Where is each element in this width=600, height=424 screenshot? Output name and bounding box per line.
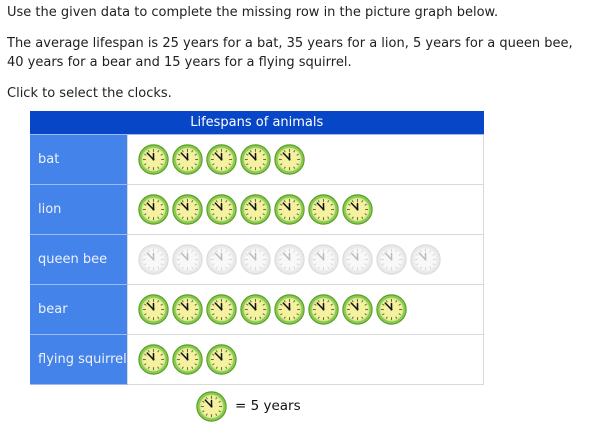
graph-row	[30, 234, 484, 284]
clock-placeholder-icon[interactable]	[376, 244, 407, 275]
row-label: queen bee	[30, 234, 128, 284]
row-clocks	[128, 134, 484, 184]
clock-icon	[308, 294, 339, 325]
instruction-text: Use the given data to complete the missing row in the picture graph below.	[7, 5, 499, 20]
clock-icon	[172, 344, 203, 375]
clock-icon	[308, 194, 339, 225]
clock-icon	[376, 294, 407, 325]
clock-icon	[138, 344, 169, 375]
clock-placeholder-icon[interactable]	[410, 244, 441, 275]
graph-row	[30, 284, 484, 334]
clock-icon	[274, 144, 305, 175]
row-label: bear	[30, 284, 128, 334]
row-clocks	[128, 284, 484, 334]
picture-graph-table	[30, 111, 484, 385]
clock-icon	[342, 294, 373, 325]
clock-placeholder-icon[interactable]	[342, 244, 373, 275]
clock-placeholder-icon[interactable]	[172, 244, 203, 275]
legend-text: = 5 years	[235, 398, 301, 415]
graph-row	[30, 334, 484, 384]
clock-icon	[342, 194, 373, 225]
row-label: bat	[30, 134, 128, 184]
clock-icon	[206, 344, 237, 375]
graph-title: Lifespans of animals	[30, 111, 484, 135]
prompt-text: Click to select the clocks.	[7, 86, 172, 102]
clock-icon	[240, 194, 271, 225]
clock-icon	[274, 194, 305, 225]
clock-icon	[240, 144, 271, 175]
clock-icon	[172, 194, 203, 225]
row-clocks	[128, 334, 484, 384]
row-label: lion	[30, 184, 128, 234]
clock-icon	[240, 294, 271, 325]
clock-icon	[138, 194, 169, 225]
clock-icon	[206, 294, 237, 325]
clock-placeholder-icon[interactable]	[138, 244, 169, 275]
clock-icon	[172, 144, 203, 175]
legend-clock-icon	[196, 391, 227, 422]
clock-placeholder-icon[interactable]	[206, 244, 237, 275]
clock-icon	[138, 144, 169, 175]
row-clocks	[128, 184, 484, 234]
clock-icon	[206, 194, 237, 225]
clock-icon	[172, 294, 203, 325]
clock-icon	[206, 144, 237, 175]
legend	[196, 391, 593, 422]
clock-placeholder-icon[interactable]	[274, 244, 305, 275]
clock-icon	[274, 294, 305, 325]
graph-title-row	[30, 111, 484, 135]
graph-row	[30, 134, 484, 184]
graph-row	[30, 184, 484, 234]
row-clocks	[128, 234, 484, 284]
clock-placeholder-icon[interactable]	[240, 244, 271, 275]
clock-placeholder-icon[interactable]	[308, 244, 339, 275]
graph-table-body	[30, 134, 484, 384]
clock-icon	[138, 294, 169, 325]
row-label: flying squirrel	[30, 334, 128, 384]
data-description-text: The average lifespan is 25 years for a bat, 35 years for a lion, 5 years for a queen bee, 40 years for a bear and 15 years for a flying squirrel.	[7, 36, 573, 70]
